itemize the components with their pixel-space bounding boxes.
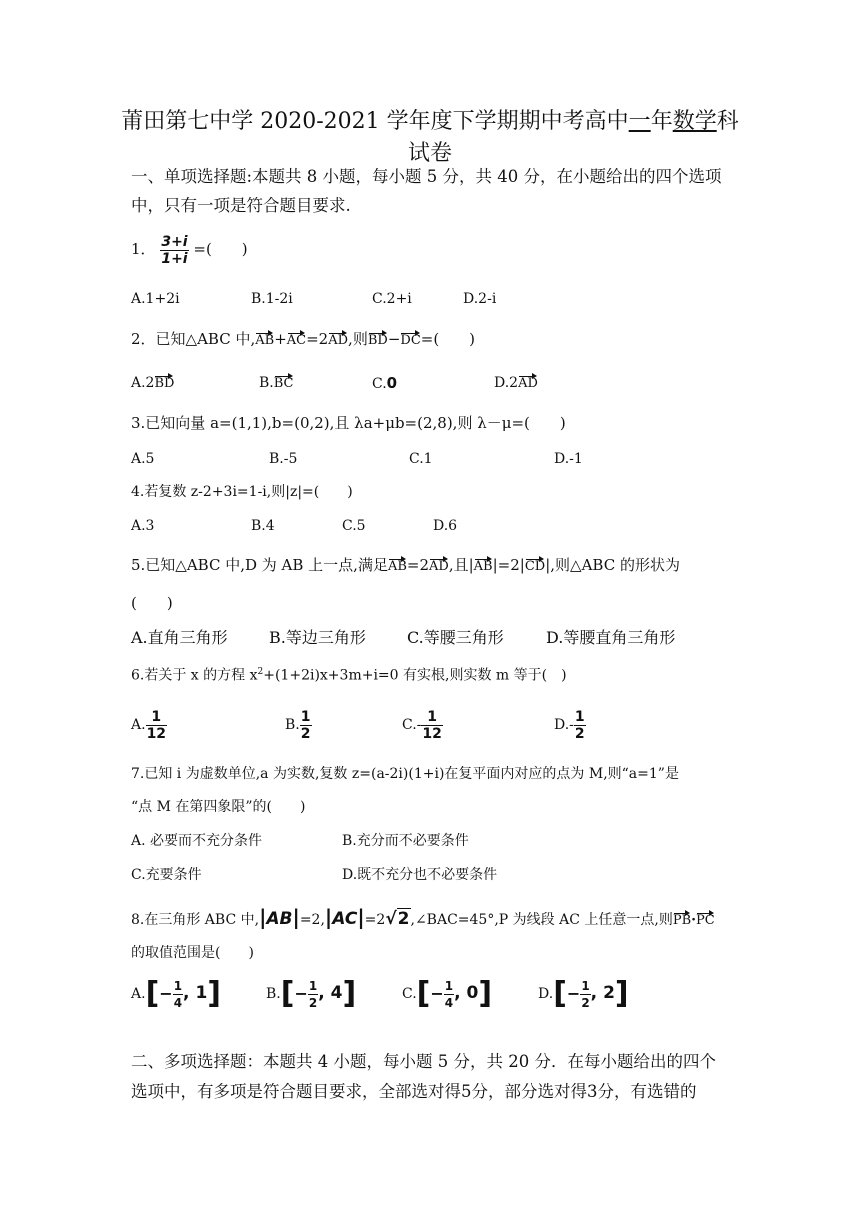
- q6-b-numerator: 1: [300, 708, 311, 725]
- q5-option-a: A.直角三角形: [131, 628, 228, 647]
- q5-vector-ad: AD: [429, 556, 449, 574]
- q4-option-b: B.4: [251, 518, 275, 534]
- q2-vector-ad: AD: [328, 330, 348, 348]
- q1-fraction-denominator: 1+i: [161, 250, 188, 267]
- q2-tail: =( ): [420, 330, 476, 348]
- q8-abs-ab: |AB|: [259, 905, 300, 929]
- q5-mid1: ,且|: [448, 556, 474, 574]
- q8-b-right: 4: [330, 983, 343, 1003]
- q8-mid: ,∠BAC=45°,P 为线段 AC 上任意一点,则: [410, 912, 673, 928]
- q8-c-denominator: 4: [444, 995, 454, 1010]
- q3-option-a: A.5: [131, 451, 155, 467]
- q6-stem-b: +(1+2i)x+3m+i=0 有实根,则实数 m 等于( ): [263, 667, 567, 684]
- q5-vector-cd: CD: [525, 556, 545, 574]
- q8-d-right: 2: [603, 983, 615, 1003]
- q8-b-neg-fraction: [294, 978, 318, 1011]
- q8-sqrt: √2: [385, 909, 410, 929]
- section2-heading-line2: 选项中，有多项是符合题目要求，全部选对得5分，部分选对得3分，有选错的: [131, 1082, 697, 1101]
- q5-tail: |,则△ABC 的形状为: [545, 556, 680, 574]
- exam-title-line1: [0, 104, 860, 135]
- q6-option-d-fraction: [574, 709, 586, 742]
- q3-option-d: D.-1: [554, 451, 583, 467]
- q8-option-d-label: D.: [538, 986, 554, 1002]
- q8-d-numerator: 1: [581, 978, 590, 993]
- q3-option-c: C.1: [409, 451, 433, 467]
- q8-eq2: =2: [364, 912, 386, 928]
- q6-option-b-fraction: [300, 709, 312, 742]
- question-1: [131, 232, 248, 267]
- q8-a-neg-fraction: [159, 978, 183, 1011]
- q1-fraction-numerator: 3+i: [161, 233, 188, 250]
- q3-option-b: B.-5: [269, 451, 298, 467]
- q8-line2: 的取值范围是( ): [131, 945, 254, 961]
- q8-vector-pc: PC: [696, 910, 715, 928]
- q1-option-a: A.1+2i: [131, 291, 180, 307]
- q1-option-d: D.2-i: [463, 291, 497, 307]
- question-3: 3.已知向量 a=(1,1),b=(0,2),且 λa+μb=(2,8),则 λ－μ=( ): [131, 414, 566, 432]
- q6-d-denominator: 2: [574, 725, 585, 742]
- q8-ab: AB: [266, 909, 293, 929]
- q1-tail: =( ): [193, 240, 248, 258]
- q8-option-b-label: B.: [266, 986, 281, 1002]
- title-subject: 数学: [672, 109, 717, 134]
- question-5: [131, 555, 680, 575]
- title-text: 莆田第七中学 2020-2021 学年度下学期期中考高中: [121, 109, 629, 134]
- question-6: [131, 662, 567, 686]
- q8-b-denominator: 2: [308, 995, 318, 1010]
- q2-plus: +: [274, 330, 287, 348]
- q7-option-a: A. 必要而不充分条件: [131, 833, 263, 849]
- q8-c-numerator: 1: [444, 978, 454, 993]
- q7-option-d: D.既不充分也不必要条件: [342, 867, 498, 883]
- q1-fraction: [160, 234, 188, 267]
- title-text-year: 年: [650, 109, 673, 134]
- question-7-line1: 7.已知 i 为虚数单位,a 为实数,复数 z=(a-2i)(1+i)在复平面内对应的点为 M,则“a=1”是: [131, 766, 679, 782]
- q8-option-b: B.[− $\frac{1}{2}$ , 4]: [266, 976, 357, 1011]
- title-text-ke: 科: [716, 109, 739, 134]
- q5-vector-ab-abs: AB: [474, 556, 493, 574]
- q2-mid: ,则: [348, 330, 368, 348]
- q8-ac: AC: [332, 909, 358, 929]
- q2-option-a: [131, 373, 174, 393]
- q6-stem-a: 6.若关于 x 的方程 x: [131, 667, 258, 684]
- q1-option-b: B.1-2i: [251, 291, 293, 307]
- q2-vector-bd: BD: [368, 330, 388, 348]
- q8-prefix: 8.在三角形 ABC 中,: [131, 912, 260, 928]
- q2-option-c-label: C.: [372, 376, 387, 392]
- q8-a-right: 1: [195, 983, 208, 1003]
- q8-option-c: C.[− $\frac{1}{4}$ , 0]: [402, 976, 493, 1011]
- q8-option-a-label: A.: [131, 986, 146, 1002]
- q7-option-b: B.充分而不必要条件: [342, 833, 469, 849]
- q8-option-c-label: C.: [402, 986, 417, 1002]
- q6-a-numerator: 1: [146, 709, 167, 726]
- q8-d-minus: −: [566, 984, 581, 1003]
- q5-option-c: C.等腰三角形: [407, 628, 504, 647]
- q2-option-a-vector: BD: [154, 373, 174, 391]
- q8-a-frac: [173, 978, 183, 1011]
- q5-line2: ( ): [131, 594, 173, 612]
- q6-b-denominator: 2: [300, 725, 311, 742]
- question-7-line2: “点 M 在第四象限”的( ): [131, 799, 306, 815]
- q6-option-b: [285, 704, 312, 746]
- q8-a-numerator: 1: [173, 978, 183, 993]
- q2-option-d-vector: AD: [518, 373, 538, 391]
- q6-c-numerator: 1: [421, 709, 442, 726]
- section2-heading-line1: 二、多项选择题：本题共 4 小题，每小题 5 分，共 20 分．在每小题给出的四个: [131, 1052, 716, 1071]
- q2-vector-dc: DC: [400, 330, 420, 348]
- q8-abs-ac: |AC|: [324, 905, 365, 929]
- q4-option-c: C.5: [342, 518, 366, 534]
- q1-number: 1．: [131, 240, 156, 258]
- q2-prefix: 2．已知△ABC 中,: [131, 330, 256, 348]
- q2-minus: −: [387, 330, 401, 348]
- q8-dot: ·: [691, 912, 697, 928]
- q8-a-minus: −: [159, 984, 173, 1003]
- q8-vector-pb: PB: [673, 910, 691, 928]
- q6-a-denominator: 12: [146, 725, 167, 742]
- q6-c-denominator: 12: [422, 725, 442, 742]
- q8-b-numerator: 1: [308, 978, 318, 993]
- q6-option-a: [131, 704, 167, 746]
- q6-option-c: [402, 704, 443, 746]
- q5-option-d: D.等腰直角三角形: [546, 628, 676, 647]
- q8-d-neg-fraction: [567, 978, 591, 1011]
- q6-option-c-label: C.-: [402, 717, 422, 733]
- q2-vector-ac: AC: [287, 330, 306, 348]
- q8-c-minus: −: [430, 984, 444, 1003]
- q2-option-c: [372, 373, 397, 394]
- q5-eq: =2: [406, 556, 430, 574]
- q8-c-neg-fraction: [430, 978, 454, 1011]
- section1-heading-line1: 一、单项选择题:本题共 8 小题，每小题 5 分，共 40 分，在小题给出的四个选项: [131, 167, 722, 186]
- q5-vector-ab: AB: [388, 556, 407, 574]
- question-4: 4.若复数 z-2+3i=1-i,则|z|=( ): [131, 484, 353, 500]
- q8-d-denominator: 2: [581, 995, 590, 1010]
- q8-b-minus: −: [294, 984, 308, 1003]
- q6-option-d: [554, 704, 586, 746]
- q2-option-d: [494, 373, 538, 393]
- q2-option-b-label: B.: [259, 375, 274, 391]
- q2-eq: =2: [306, 330, 329, 348]
- q8-d-frac: [580, 978, 590, 1011]
- exam-title-line2: 试卷: [407, 141, 452, 166]
- q8-eq1: =2,: [299, 912, 325, 928]
- q2-option-b-vector: BC: [274, 373, 294, 391]
- q8-c-right: 0: [466, 983, 479, 1003]
- q6-superscript: 2: [257, 667, 264, 677]
- q2-option-b: [259, 373, 294, 393]
- q6-option-a-label: A.: [131, 717, 146, 733]
- q5-option-b: B.等边三角形: [269, 628, 366, 647]
- q2-vector-ab: AB: [255, 330, 274, 348]
- q5-prefix: 5.已知△ABC 中,D 为 AB 上一点,满足: [131, 556, 388, 574]
- question-8: [131, 903, 715, 934]
- q4-option-d: D.6: [433, 518, 458, 534]
- q8-option-d: D.[− $\frac{1}{2}$ , 2]: [538, 976, 629, 1011]
- q1-option-c: C.2+i: [372, 291, 412, 307]
- q6-option-c-fraction: [421, 709, 442, 742]
- q2-option-a-label: A.2: [131, 375, 155, 391]
- q8-sqrt-value: 2: [397, 909, 410, 929]
- q8-a-denominator: 4: [173, 995, 183, 1010]
- q6-option-a-fraction: [146, 709, 167, 742]
- q8-c-frac: [444, 978, 454, 1011]
- section1-heading-line2: 中，只有一项是符合题目要求.: [131, 196, 351, 215]
- q6-option-d-label: D.-: [554, 717, 574, 733]
- q2-option-d-label: D.2: [494, 375, 519, 391]
- q8-option-a: A.[− $\frac{1}{4}$ , 1]: [131, 976, 221, 1011]
- title-grade: 一: [628, 109, 651, 134]
- q6-option-b-label: B.: [285, 717, 300, 733]
- question-2: [131, 329, 475, 349]
- q5-mid2: |=2|: [492, 556, 525, 574]
- q2-option-c-value: 0: [386, 374, 398, 392]
- q6-d-numerator: 1: [574, 708, 585, 725]
- q8-b-frac: [308, 978, 318, 1011]
- q4-option-a: A.3: [131, 518, 155, 534]
- q7-option-c: C.充要条件: [131, 867, 202, 883]
